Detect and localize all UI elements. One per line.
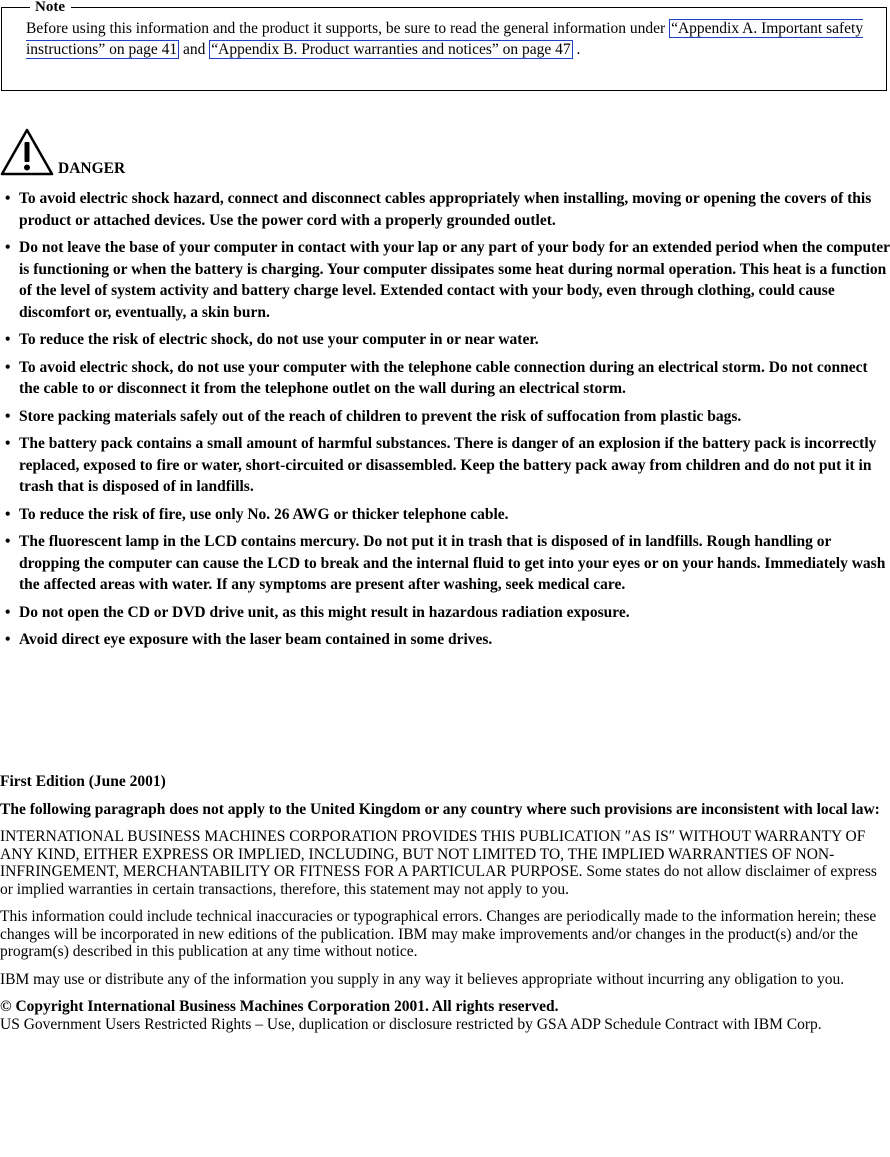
restricted-rights: US Government Users Restricted Rights – Use, duplication or disclosure restricted by GSA ADP Schedule Contract with IBM Corp. <box>0 1015 822 1033</box>
note-text <box>26 18 866 60</box>
bullet: • <box>5 358 11 376</box>
bullet: • <box>5 533 11 550</box>
danger-item <box>0 433 890 498</box>
note-text-after: . <box>572 41 581 58</box>
ibm-use-notice: IBM may use or distribute any of the information you supply in any way it believes appropriate without incurring any obligation to you. <box>0 970 845 988</box>
bullet: • <box>5 331 11 348</box>
danger-item <box>0 504 890 526</box>
danger-item-text: Do not open the CD or DVD drive unit, as this might result in hazardous radiation exposure. <box>19 603 630 621</box>
danger-item <box>0 406 890 428</box>
danger-item <box>0 329 890 351</box>
technical-notice: This information could include technical inaccuracies or typographical errors. Changes are periodically made to the information herein; these changes will be incorporated in new editions of the publication. IBM may make improvements and/or changes in the product(s) and/or the program(s) described in this publication at any time without notice. <box>0 908 877 960</box>
danger-item <box>0 357 890 400</box>
bullet: • <box>5 631 11 648</box>
danger-item-text: To avoid electric shock, do not use your computer with the telephone cable connection during an electrical storm. Do not connect the cable to or disconnect it from the telephone outlet on the wall during an electrical storm. <box>19 358 868 397</box>
bullet: • <box>5 190 11 207</box>
bullet: • <box>5 239 11 256</box>
danger-item-text: To reduce the risk of electric shock, do not use your computer in or near water. <box>19 331 539 348</box>
appendix-a-link[interactable]: “Appendix A. Important safety instructions” on page 41 <box>26 20 864 58</box>
danger-item-text: The fluorescent lamp in the LCD contains mercury. Do not put it in trash that is disposed of in landfills. Rough handling or dropping the computer can cause the LCD to break and the internal fluid to get into your eyes or on your hands. Immediately wash the affected areas with water. If any symptoms are present after washing, seek medical care. <box>19 533 886 593</box>
edition-heading: First Edition (June 2001) <box>0 773 166 790</box>
bullet: • <box>5 505 11 523</box>
danger-item <box>0 237 890 323</box>
danger-label: DANGER <box>58 160 126 177</box>
danger-item <box>0 531 890 596</box>
danger-item-text: The battery pack contains a small amount of harmful substances. There is danger of an explosion if the battery pack is incorrectly replaced, exposed to fire or water, short-circuited or disassembled. Keep the battery pack away from children and do not put it in trash that is disposed of in landfills. <box>19 435 877 495</box>
danger-list <box>0 188 890 657</box>
edition-notice <box>0 773 890 1033</box>
copyright-line: © Copyright International Business Machines Corporation 2001. All rights reserved. <box>0 998 559 1015</box>
danger-item-text: Avoid direct eye exposure with the laser beam contained in some drives. <box>19 631 493 648</box>
uk-notice: The following paragraph does not apply to the United Kingdom or any country where such provisions are inconsistent with local law: <box>0 800 880 818</box>
bullet: • <box>5 435 11 452</box>
note-text-between: and <box>179 41 210 58</box>
note-title: Note <box>30 0 71 15</box>
warranty-disclaimer-caps: INTERNATIONAL BUSINESS MACHINES CORPORATION PROVIDES THIS PUBLICATION ″AS IS″ WITHOUT WARRANTY OF ANY KIND, EITHER EXPRESS OR IMPLIED, INCLUDING, BUT NOT LIMITED TO, THE IMPLIED WARRANTIES OF NON-INFRINGEMENT, MERCHANTABILITY OR FITNESS FOR A PARTICULAR PURPOSE. <box>0 828 866 880</box>
danger-item <box>0 629 890 651</box>
danger-item-text: To reduce the risk of fire, use only No. 26 AWG or thicker telephone cable. <box>19 505 509 523</box>
danger-item-text: Do not leave the base of your computer in contact with your lap or any part of your body for an extended period when the computer is functioning or when the battery is charging. Your computer dissipates some heat during normal operation. This heat is a function of the level of system activity and battery charge level. Extended contact with your body, even through clothing, could cause discomfort or, eventually, a skin burn. <box>19 239 890 321</box>
appendix-b-link[interactable]: “Appendix B. Product warranties and notices” on page 47 <box>211 41 571 58</box>
danger-item-text: To avoid electric shock hazard, connect and disconnect cables appropriately when installing, moving or opening the covers of this product or attached devices. Use the power cord with a properly grounded outlet. <box>19 190 872 229</box>
bullet: • <box>5 407 11 425</box>
note-text-before: Before using this information and the product it supports, be sure to read the general information under <box>26 20 670 37</box>
bullet: • <box>5 603 11 621</box>
danger-item <box>0 188 890 231</box>
warranty-disclaimer <box>0 828 890 898</box>
warranty-disclaimer-rest: Some states do not allow disclaimer of express or implied warranties in certain transactions, therefore, this statement may not apply to you. <box>0 863 877 898</box>
danger-item-text: Store packing materials safely out of the reach of children to prevent the risk of suffocation from plastic bags. <box>19 407 742 425</box>
danger-item <box>0 602 890 624</box>
warning-triangle-icon <box>0 128 54 176</box>
note-box <box>1 0 887 91</box>
